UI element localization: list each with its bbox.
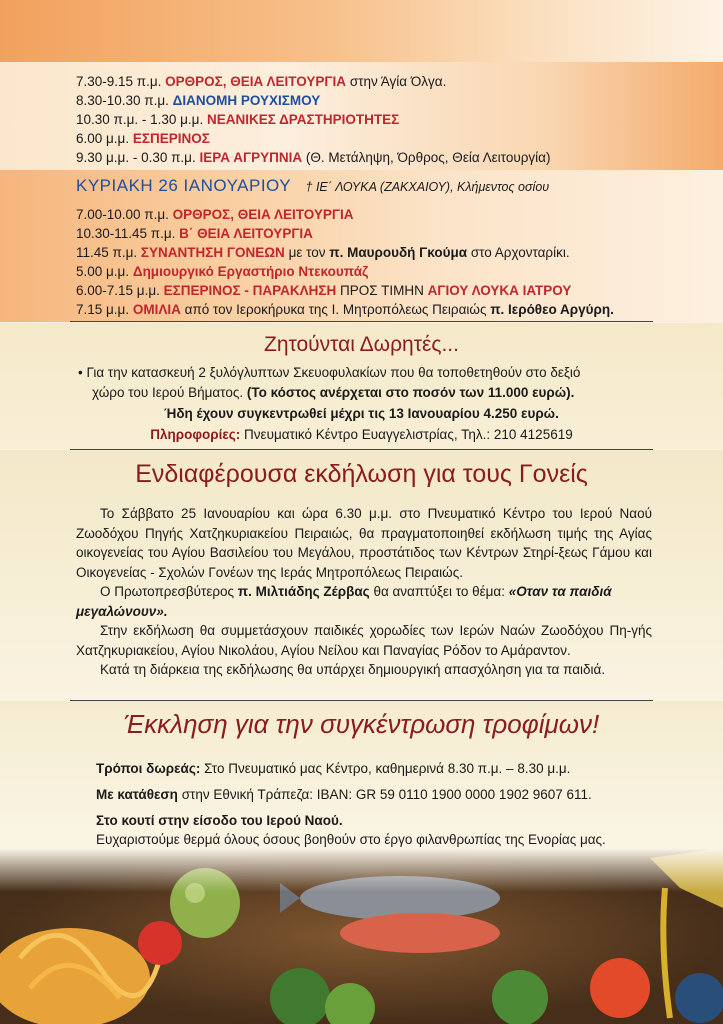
schedule-line: 6.00 μ.μ. ΕΣΠΕΡΙΝΟΣ xyxy=(76,131,210,146)
food-line-1: Τρόποι δωρεάς: Στο Πνευματικό μας Κέντρο, καθημερινά 8.30 π.μ. – 8.30 μ.μ. xyxy=(96,761,571,776)
divider xyxy=(70,321,653,322)
parents-paragraph-2: Ο Πρωτοπρεσβύτερος π. Μιλτιάδης Ζέρβας θα αναπτύξει το θέμα: «Οταν τα παιδιά μεγαλώνουν». xyxy=(76,584,612,619)
donors-line-1: • Για την κατασκευή 2 ξυλόγλυπτων Σκευοφυλακίων που θα τοποθετηθούν στο δεξιό xyxy=(78,365,581,380)
food-heading: Έκκληση για την συγκέντρωση τροφίμων! xyxy=(123,709,600,739)
schedule-line: 9.30 μ.μ. - 0.30 π.μ. ΙΕΡΑ ΑΓΡΥΠΝΙΑ (Θ. Μετάληψη, Όρθρος, Θεία Λειτουργία) xyxy=(76,150,551,165)
food-collage-image xyxy=(0,848,723,1024)
schedule-line: 10.30-11.45 π.μ. Β΄ ΘΕΙΑ ΛΕΙΤΟΥΡΓΙΑ xyxy=(76,226,313,241)
donors-collected: Ήδη έχουν συγκεντρωθεί μέχρι τις 13 Ιανουαρίου 4.250 ευρώ. xyxy=(164,406,559,421)
donors-section xyxy=(0,323,723,449)
schedule-line: 8.30-10.30 π.μ. ΔΙΑΝΟΜΗ ΡΟΥΧΙΣΜΟΥ xyxy=(76,93,321,108)
schedule-line: 11.45 π.μ. ΣΥΝΑΝΤΗΣΗ ΓΟΝΕΩΝ με τον π. Μαυρουδή Γκούμα στο Αρχονταρίκι. xyxy=(76,245,570,260)
collage-fade xyxy=(0,848,723,1024)
saturday-schedule xyxy=(76,72,550,167)
parents-event-section xyxy=(0,450,723,700)
schedule-line: 7.15 μ.μ. ΟΜΙΛΙΑ από τον Ιεροκήρυκα της Ι. Μητροπόλεως Πειραιώς π. Ιερόθεο Αργύρη. xyxy=(76,302,614,317)
food-line-4: Ευχαριστούμε θερμά όλους όσους βοηθούν στο έργο φιλανθρωπίας της Ενορίας μας. xyxy=(96,832,606,847)
schedule-line: 7.00-10.00 π.μ. ΟΡΘΡΟΣ, ΘΕΙΑ ΛΕΙΤΟΥΡΓΙΑ xyxy=(76,207,354,222)
schedule-line: 5.00 μ.μ. Δημιουργικό Εργαστήριο Ντεκουπάζ xyxy=(76,264,369,279)
parents-paragraph-3: Στην εκδήλωση θα συμμετάσχουν παιδικές χορωδίες των Ιερών Ναών Ζωοδόχου Πη-γής Χατζηκυριακείου, Αγίου Νικολάου, Αγίου Νείλου και Παναγίας Ρόδον το Αμάραντον. xyxy=(76,623,652,658)
sunday-title: ΚΥΡΙΑΚΗ 26 ΙΑΝΟΥΑΡΙΟΥ xyxy=(76,176,292,195)
sunday-header xyxy=(76,176,549,196)
top-banner xyxy=(0,0,723,62)
food-line-2: Με κατάθεση στην Εθνική Τράπεζα: IBAN: GR 59 0110 1900 0000 1902 9607 611. xyxy=(96,787,592,802)
parents-paragraph-4: Κατά τη διάρκεια της εκδήλωσης θα υπάρχει δημιουργική απασχόληση για τα παιδιά. xyxy=(100,662,606,677)
donors-heading: Ζητούνται Δωρητές... xyxy=(264,333,459,356)
donors-line-2: χώρο του Ιερού Βήματος. (Το κόστος ανέρχεται στο ποσόν των 11.000 ευρώ). xyxy=(92,385,575,400)
parents-heading: Ενδιαφέρουσα εκδήλωση για τους Γονείς xyxy=(135,460,588,488)
sunday-schedule xyxy=(76,205,614,319)
parents-paragraph-1: Το Σάββατο 25 Ιανουαρίου και ώρα 6.30 μ.μ. στο Πνευματικό Κέντρο του Ιερού Ναού Ζωοδόχου Πηγής Χατζηκυριακείου Πειραιώς, θα πραγματοποιηθεί εκδήλωση τιμής της Αγίας οικογενείας του Αγίου Βασιλείου του Μεγάλου, προστάτιδος των Κέντρων Στηρί-ξεως Γάμου και Οικογενείας - Σχολών Γονέων της Ιεράς Μητροπόλεως Πειραιώς. xyxy=(76,506,652,580)
food-line-3: Στο κουτί στην είσοδο του Ιερού Ναού. xyxy=(96,813,343,828)
donors-info: Πληροφορίες: Πνευματικό Κέντρο Ευαγγελιστρίας, Τηλ.: 210 4125619 xyxy=(150,427,573,442)
sunday-saint: † ΙΕ΄ ΛΟΥΚΑ (ΖΑΚΧΑΙΟΥ), Κλήμεντος οσίου xyxy=(305,180,550,194)
schedule-line: 6.00-7.15 μ.μ. ΕΣΠΕΡΙΝΟΣ - ΠΑΡΑΚΛΗΣΗ ΠΡΟΣ ΤΙΜΗΝ ΑΓΙΟΥ ΛΟΥΚΑ ΙΑΤΡΟΥ xyxy=(76,283,572,298)
food-drive-section xyxy=(0,701,723,871)
schedule-line: 7.30-9.15 π.μ. ΟΡΘΡΟΣ, ΘΕΙΑ ΛΕΙΤΟΥΡΓΙΑ στην Άγία Όλγα. xyxy=(76,74,447,89)
schedule-line: 10.30 π.μ. - 1.30 μ.μ. ΝΕΑΝΙΚΕΣ ΔΡΑΣΤΗΡΙΟΤΗΤΕΣ xyxy=(76,112,400,127)
